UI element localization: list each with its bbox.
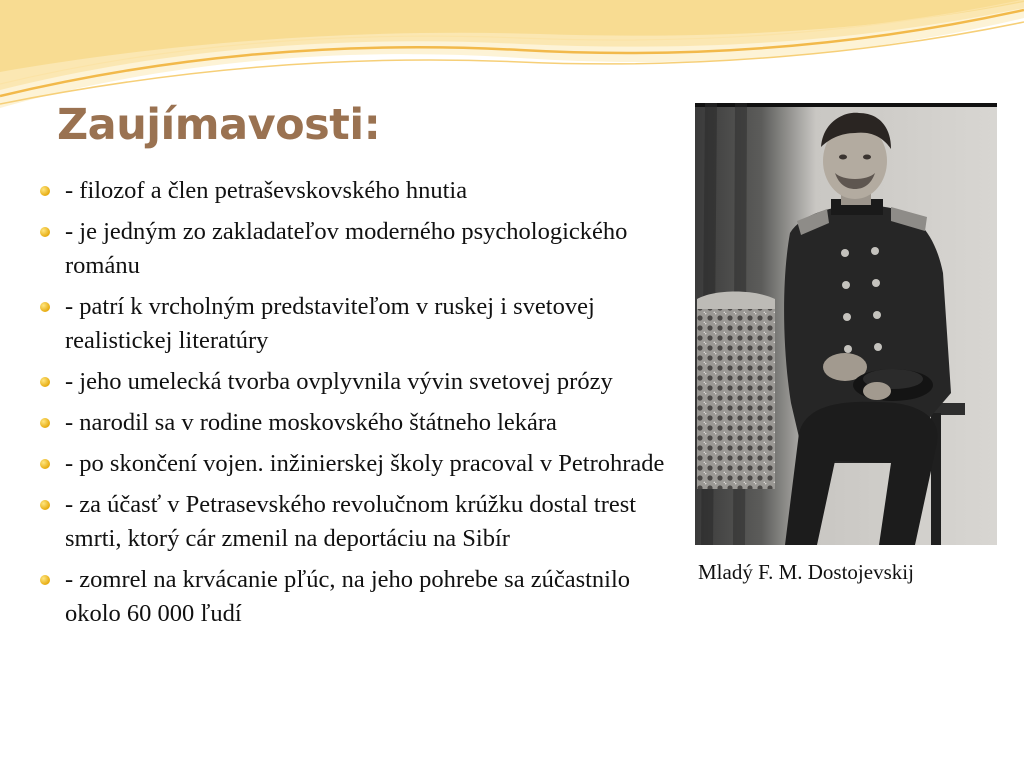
bullet-dot-icon [40, 302, 50, 312]
bullet-dot-icon [40, 459, 50, 469]
portrait-photo [695, 103, 997, 545]
bullet-text: - za účasť v Petrasevského revolučnom krúžku dostal trest smrti, ktorý cár zmenil na deportáciu na Sibír [65, 491, 637, 552]
bullet-text: - patrí k vrcholným predstaviteľom v ruskej i svetovej realistickej literatúry [65, 293, 595, 354]
bullet-item [40, 447, 690, 481]
bullet-dot-icon [40, 186, 50, 196]
bullet-item [40, 406, 690, 440]
photo-caption: Mladý F. M. Dostojevskij [698, 560, 914, 584]
bullet-dot-icon [40, 418, 50, 428]
bullet-list [40, 174, 690, 638]
bullet-dot-icon [40, 377, 50, 387]
bullet-item [40, 488, 690, 556]
bullet-dot-icon [40, 227, 50, 237]
bullet-item [40, 365, 690, 399]
bullet-item [40, 290, 690, 358]
bullet-text: - po skončení vojen. inžinierskej školy pracoval v Petrohrade [65, 450, 665, 477]
bullet-item [40, 563, 690, 631]
bullet-dot-icon [40, 575, 50, 585]
bullet-dot-icon [40, 500, 50, 510]
slide-title: Zaujímavosti: [57, 100, 381, 150]
bullet-text: - zomrel na krvácanie pľúc, na jeho pohrebe sa zúčastnilo okolo 60 000 ľudí [65, 566, 631, 627]
bullet-text: - narodil sa v rodine moskovského štátneho lekára [65, 409, 557, 436]
bullet-text: - filozof a člen petraševskovského hnutia [65, 177, 468, 204]
bullet-item [40, 215, 690, 283]
bullet-text: - je jedným zo zakladateľov moderného psychologického románu [65, 218, 628, 279]
bullet-item [40, 174, 690, 208]
bullet-text: - jeho umelecká tvorba ovplyvnila vývin svetovej prózy [65, 368, 613, 395]
